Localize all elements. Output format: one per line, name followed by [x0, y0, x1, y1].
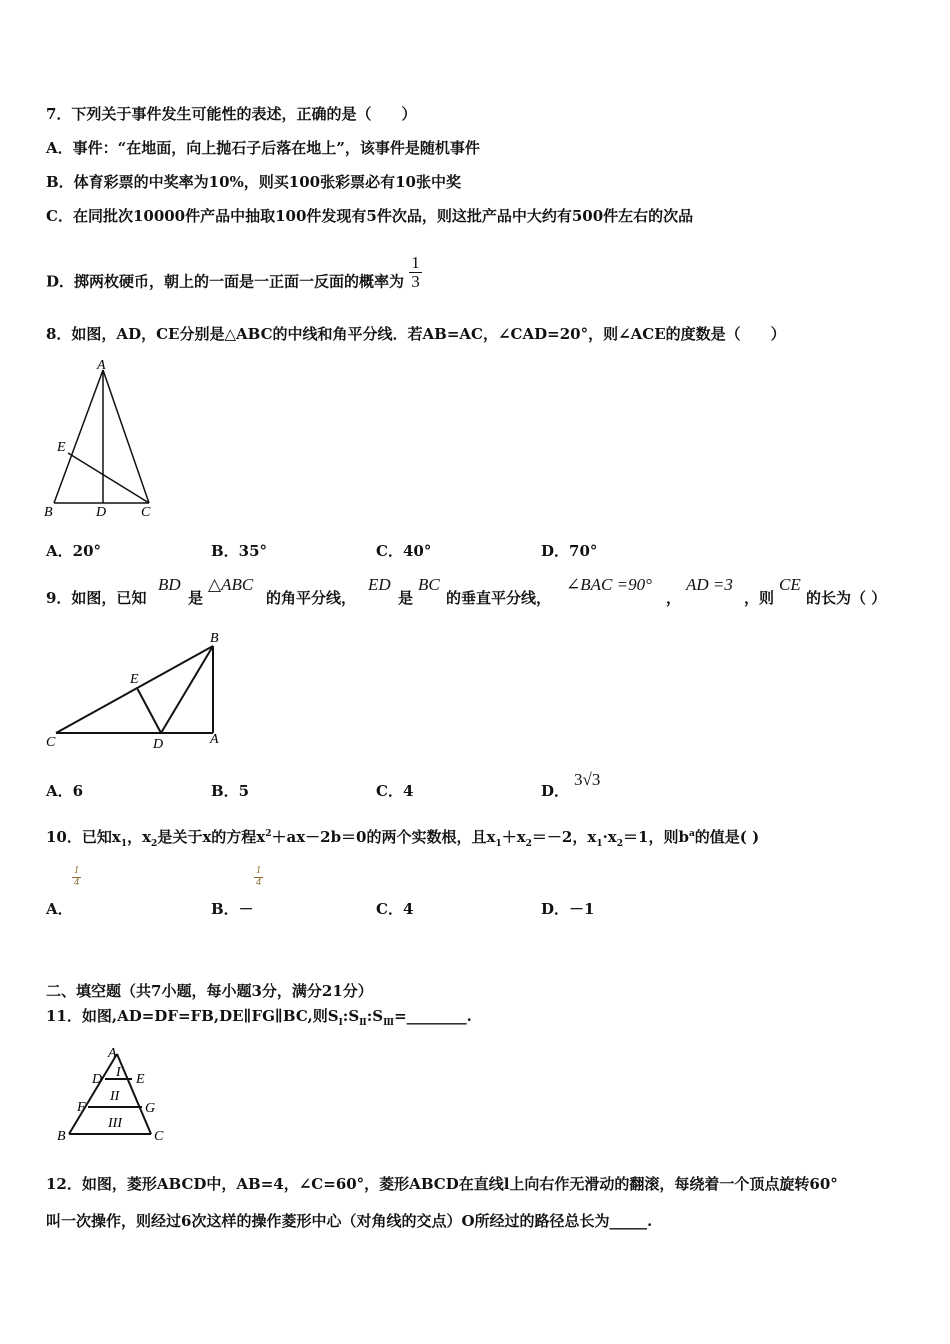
q10-fraction-a-num: 1 — [74, 865, 79, 876]
q11-label-f: F — [77, 1100, 86, 1115]
q11-label-b: B — [57, 1129, 66, 1144]
q10-option-d: D．－1 — [541, 900, 595, 918]
q10-fraction-b — [254, 866, 263, 888]
q10-sub-1: 1 — [120, 839, 128, 849]
q10-text-h: ＝1，则b — [623, 828, 689, 846]
q8-label-d: D — [96, 505, 107, 520]
q10-text-f: ＝－2，x — [531, 828, 597, 846]
q9-option-c: C．4 — [376, 782, 414, 800]
q11-text-b: =________. — [394, 1007, 472, 1025]
q11-stem — [46, 1005, 472, 1028]
q11-label-e: E — [136, 1072, 145, 1087]
q10-text-d: ＋ax－2b＝0的两个实数根，且x — [271, 828, 496, 846]
q10-fraction-a — [72, 866, 81, 888]
q9-label-c: C — [46, 735, 56, 750]
q10-text-a: 10．已知x — [46, 828, 121, 846]
q7-option-c: C．在同批次10000件产品中抽取100件发现有5件次品，则这批产品中大约有500件左右的次品 — [46, 207, 694, 225]
q9-label-d: D — [153, 737, 164, 752]
q11-label-region-2: II — [110, 1089, 120, 1104]
q10-fraction-b-den: 4 — [256, 876, 261, 888]
q8-option-c: C．40° — [376, 542, 432, 560]
q9-text-4: 的垂直平分线， — [446, 589, 552, 607]
q9-segment-ed — [137, 688, 161, 733]
q9-math-ad: AD =3 — [686, 575, 733, 594]
q9-math-ce: CE — [779, 575, 801, 594]
q10-sub-4: 2 — [525, 839, 532, 849]
q9-prefix: 9．如图，已知 — [46, 589, 147, 607]
q11-colon-2: :S — [366, 1007, 384, 1025]
q11-label-a: A — [108, 1046, 117, 1061]
q9-label-b: B — [210, 631, 219, 646]
q11-colon-1: :S — [342, 1007, 360, 1025]
q9-option-b: B．5 — [211, 782, 250, 800]
q10-text-g: ·x — [602, 828, 617, 846]
q9-text-6: ，则 — [744, 589, 775, 607]
q8-option-a: A．20° — [46, 542, 102, 560]
q7-fraction-den: 3 — [411, 271, 420, 291]
q11-sub-1: Ⅰ — [338, 1018, 343, 1028]
q8-triangle-figure — [42, 356, 162, 521]
q9-text-1: 是 — [188, 589, 204, 607]
q10-sub-5: 1 — [596, 839, 603, 849]
q12-line-1: 12．如图，菱形ABCD中，AB=4，∠C=60°，菱形ABCD在直线l上向右作无滑动的翻滚，每绕着一个顶点旋转60° — [46, 1175, 838, 1193]
q7-option-b: B．体育彩票的中奖率为10%，则买100张彩票必有10张中奖 — [46, 173, 461, 191]
q9-text-7: 的长为（ ） — [806, 589, 887, 607]
q11-text-a: 11．如图,AD=DF=FB,DE∥FG∥BC,则S — [46, 1007, 339, 1025]
q10-text-e: ＋x — [501, 828, 526, 846]
q9-text-3: 是 — [398, 589, 414, 607]
q9-label-e: E — [130, 672, 139, 687]
q9-math-abc: △ABC — [208, 575, 254, 594]
q10-sub-3: 1 — [495, 839, 502, 849]
q8-option-b: B．35° — [211, 542, 268, 560]
q9-label-a: A — [210, 732, 219, 747]
q10-text-b: ，x — [127, 828, 152, 846]
q11-label-c: C — [154, 1129, 164, 1144]
q9-option-a: A．6 — [46, 782, 84, 800]
q8-side-ab — [54, 370, 103, 503]
q10-fraction-a-den: 4 — [74, 876, 79, 888]
q8-label-a: A — [97, 358, 106, 373]
q9-option-d-math: 3√3 — [574, 770, 601, 789]
q11-sub-3: Ⅲ — [383, 1018, 395, 1028]
q9-triangle-figure — [42, 628, 242, 756]
q9-text-5: ， — [666, 589, 682, 607]
q9-math-ed: ED — [368, 575, 391, 594]
q11-label-d: D — [92, 1072, 103, 1087]
q10-option-b: B．－ — [211, 900, 254, 918]
q7-option-d-text: D．掷两枚硬币，朝上的一面是一正面一反面的概率为 — [46, 272, 405, 291]
q8-stem: 8．如图，AD，CE分别是△ABC的中线和角平分线．若AB=AC，∠CAD=20°，则∠ACE的度数是（ ） — [46, 325, 786, 343]
q10-sub-2: 2 — [151, 839, 158, 849]
q11-label-region-1: I — [116, 1065, 121, 1080]
section-2-heading: 二、填空题（共7小题，每小题3分，满分21分） — [46, 982, 373, 1000]
q10-text-c: 是关于x的方程x — [157, 828, 266, 846]
q10-sup-1: 2 — [265, 829, 272, 839]
q10-text-i: 的值是( ) — [694, 828, 760, 846]
q9-math-angle: ∠BAC =90° — [566, 575, 652, 594]
q8-label-b: B — [44, 505, 53, 520]
q10-option-c: C．4 — [376, 900, 414, 918]
q8-side-ac — [103, 370, 149, 503]
q8-option-d: D．70° — [541, 542, 598, 560]
q10-stem — [46, 826, 759, 849]
q8-label-c: C — [141, 505, 151, 520]
q10-fraction-b-num: 1 — [256, 865, 261, 876]
q12-line-2: 叫一次操作，则经过6次这样的操作菱形中心（对角线的交点）O所经过的路径总长为_____. — [46, 1212, 653, 1230]
q11-side-ac — [117, 1054, 151, 1134]
q7-fraction-num: 1 — [411, 253, 420, 272]
q9-bisector-bd — [161, 646, 213, 733]
q11-label-g: G — [145, 1101, 156, 1116]
q10-sup-2: a — [688, 829, 695, 839]
q10-sub-6: 2 — [616, 839, 624, 849]
q11-label-region-3: III — [108, 1116, 122, 1131]
q9-math-bd: BD — [158, 575, 181, 594]
q9-option-d: D． — [541, 782, 570, 800]
q9-math-bc: BC — [418, 575, 440, 594]
q7-stem: 7．下列关于事件发生可能性的表述，正确的是（ ） — [46, 105, 417, 123]
q11-triangle-figure — [52, 1045, 182, 1147]
q8-label-e: E — [57, 440, 66, 455]
q9-side-cb — [56, 646, 213, 733]
q10-option-a: A． — [46, 900, 73, 918]
q11-sub-2: Ⅱ — [359, 1018, 367, 1028]
q9-text-2: 的角平分线， — [266, 589, 357, 607]
q8-bisector-ce — [68, 453, 149, 503]
q7-option-d — [46, 253, 422, 301]
q7-fraction — [409, 254, 422, 291]
q7-option-a: A．事件：“在地面，向上抛石子后落在地上”，该事件是随机事件 — [46, 139, 480, 157]
